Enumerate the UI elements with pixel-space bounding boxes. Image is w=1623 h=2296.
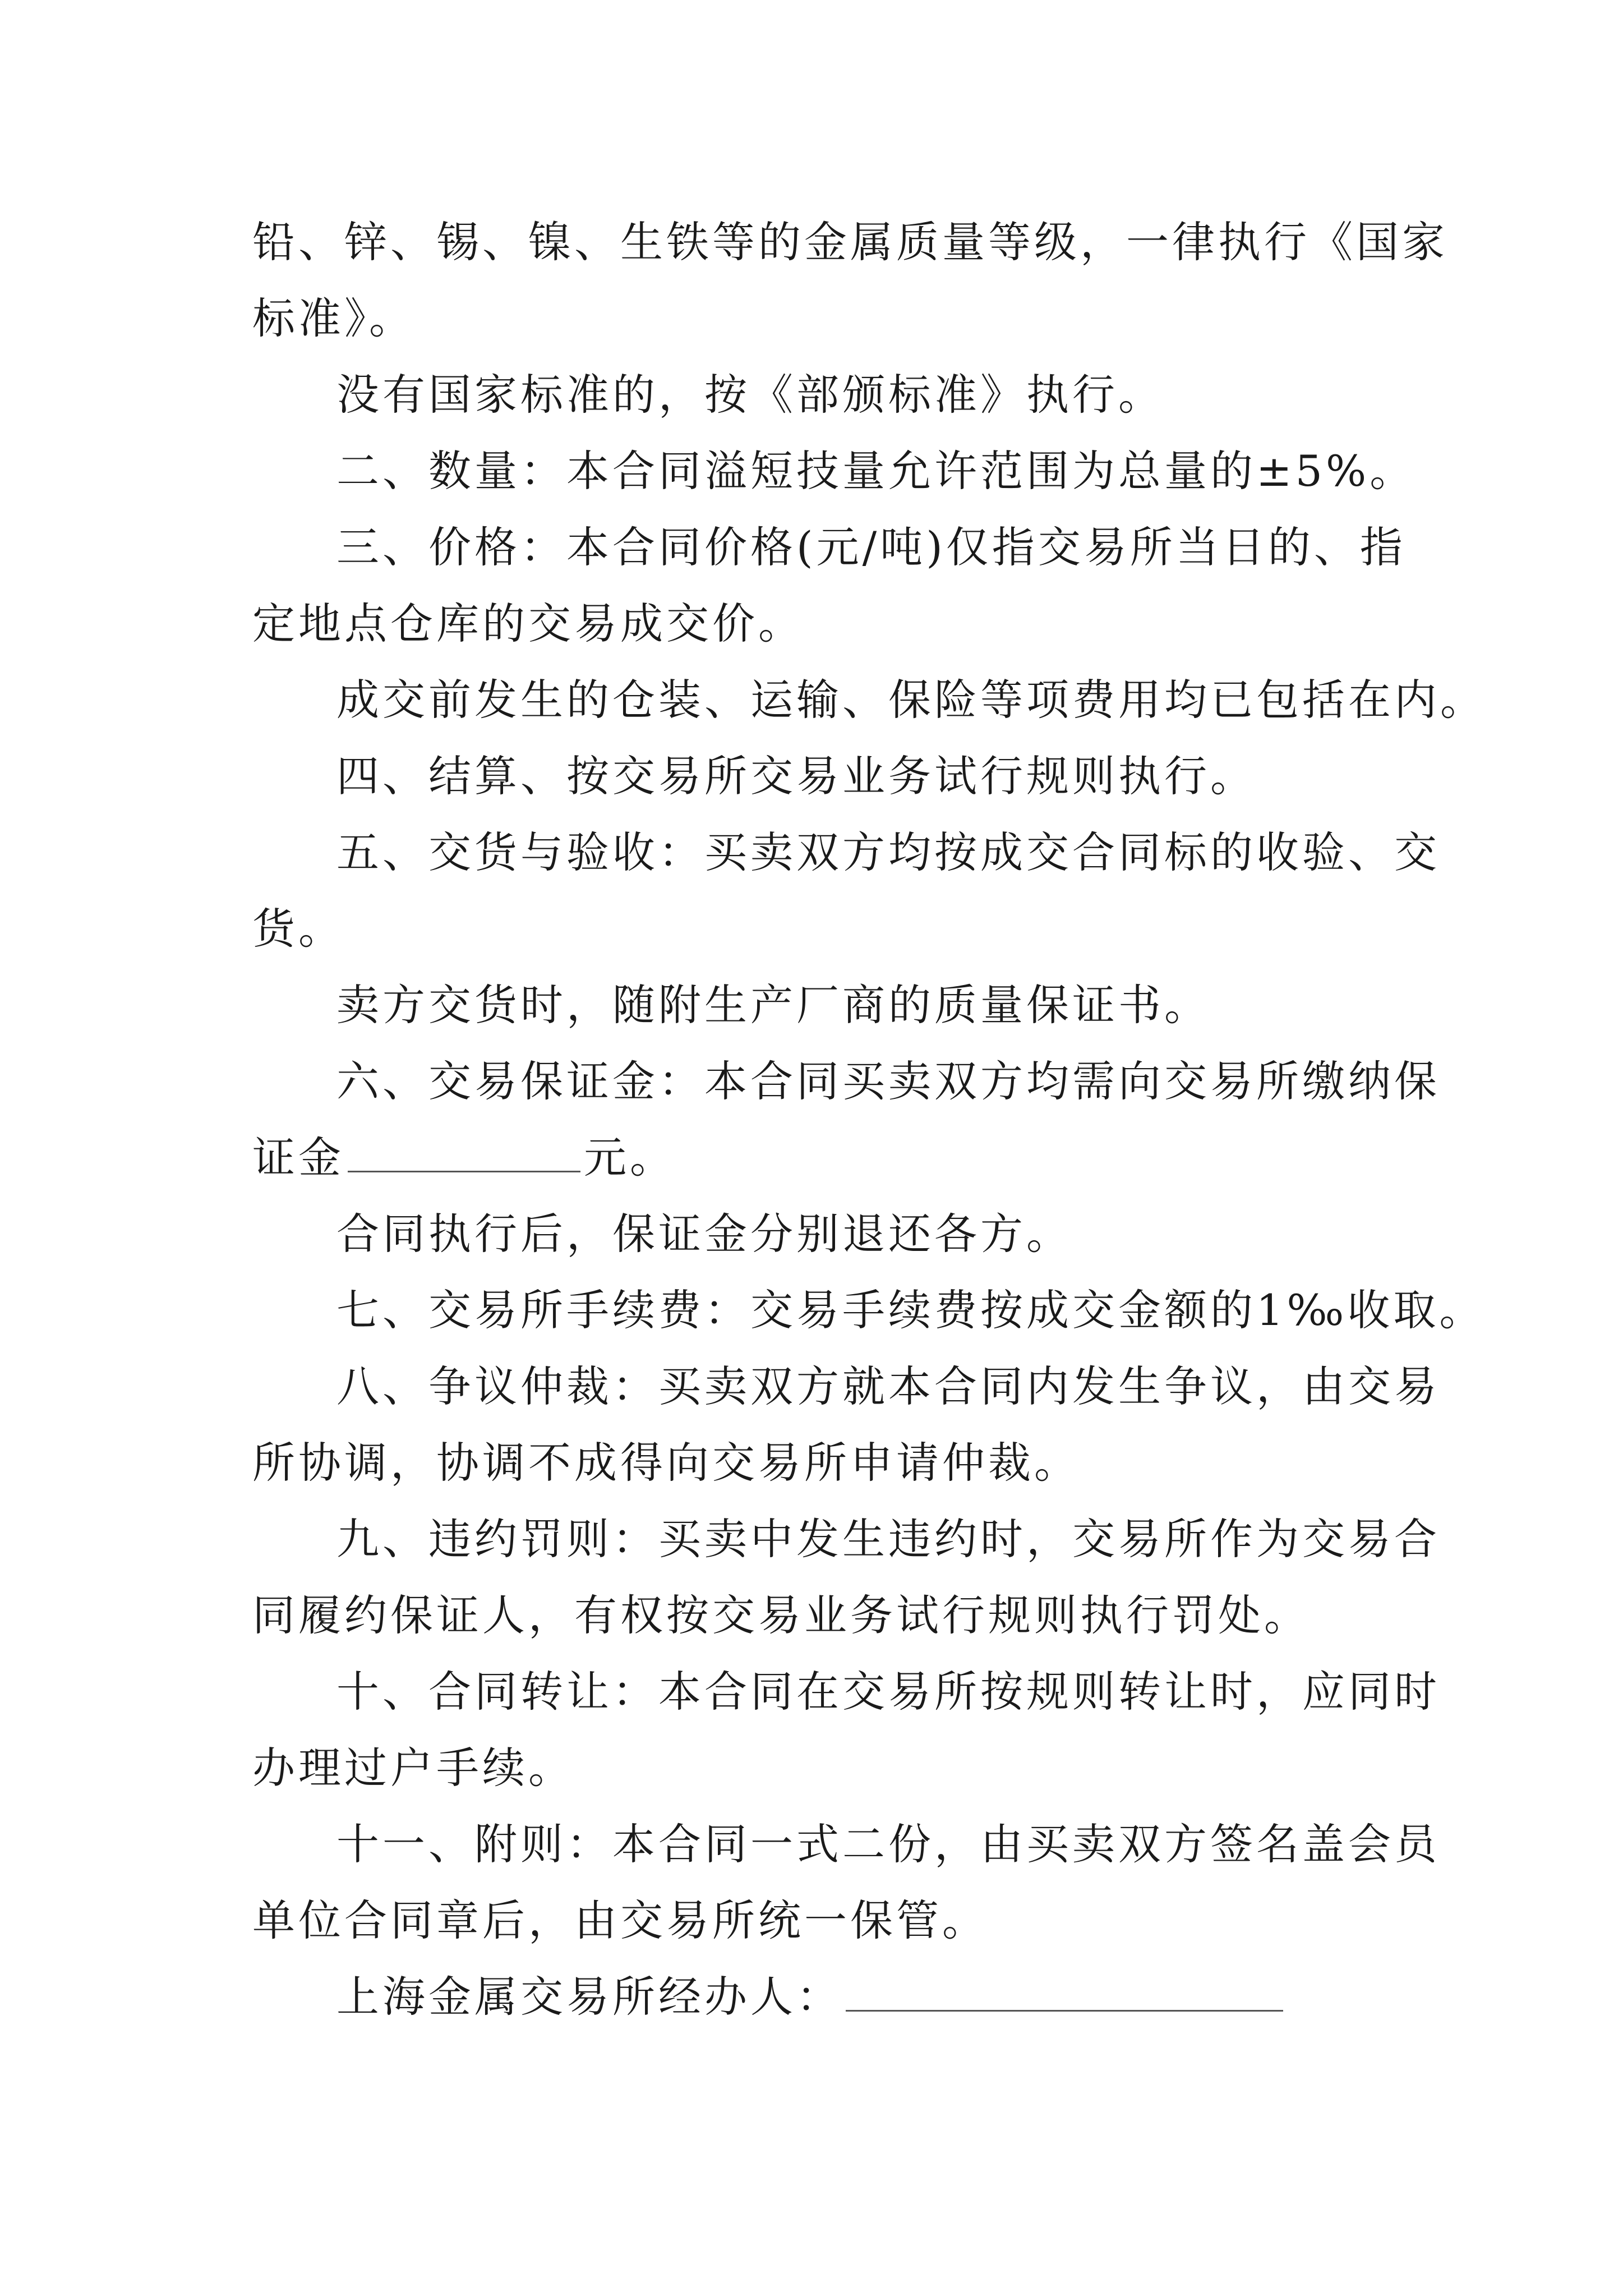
paragraph-line: 同履约保证人，有权按交易业务试行规则执行罚处。 (252, 1590, 1310, 1640)
paragraph-line: 货。 (252, 904, 344, 954)
paragraph-line: 办理过户手续。 (252, 1743, 574, 1793)
paragraph-line: 二、数量：本合同溢短技量允许范围为总量的±5%。 (336, 446, 1416, 496)
paragraph-line: 七、交易所手续费：交易手续费按成交金额的1‰收取。 (336, 1285, 1486, 1335)
paragraph-line: 五、交货与验收：买卖双方均按成交合同标的收验、交 (336, 827, 1440, 877)
signature-line (336, 1970, 1287, 2024)
signature-label: 上海金属交易所经办人： (336, 1972, 842, 2022)
deposit-suffix: 元。 (584, 1133, 676, 1182)
deposit-amount-blank (348, 1131, 580, 1172)
signature-blank (846, 1971, 1283, 2012)
paragraph-line: 铅、锌、锡、镍、生铁等的金属质量等级，一律执行《国家 (252, 217, 1448, 267)
paragraph-line: 四、结算、按交易所交易业务试行规则执行。 (336, 751, 1256, 801)
paragraph-line: 三、价格：本合同价格(元/吨)仅指交易所当日的、指 (336, 522, 1406, 572)
paragraph-line: 成交前发生的仓装、运输、保险等项费用均已包括在内。 (336, 675, 1486, 725)
paragraph-line: 所协调，协调不成得向交易所申请仲裁。 (252, 1438, 1080, 1488)
paragraph-line: 九、违约罚则：买卖中发生违约时，交易所作为交易合 (336, 1514, 1440, 1564)
paragraph-line: 单位合同章后，由交易所统一保管。 (252, 1895, 988, 1945)
deposit-prefix: 证金 (252, 1133, 344, 1182)
paragraph-line: 没有国家标准的，按《部颁标准》执行。 (336, 370, 1164, 420)
paragraph-line: 十、合同转让：本合同在交易所按规则转让时，应同时 (336, 1667, 1440, 1717)
paragraph-line: 卖方交货时，随附生产厂商的质量保证书。 (336, 980, 1210, 1030)
paragraph-line: 定地点仓库的交易成交价。 (252, 599, 804, 648)
deposit-line (252, 1131, 676, 1185)
paragraph-line: 六、交易保证金：本合同买卖双方均需向交易所缴纳保 (336, 1056, 1440, 1106)
paragraph-line: 合同执行后，保证金分别退还各方。 (336, 1209, 1072, 1259)
paragraph-line: 标准》。 (252, 293, 415, 343)
paragraph-line: 十一、附则：本合同一式二份，由买卖双方签名盖会员 (336, 1819, 1440, 1869)
paragraph-line: 八、争议仲裁：买卖双方就本合同内发生争议，由交易 (336, 1361, 1440, 1411)
